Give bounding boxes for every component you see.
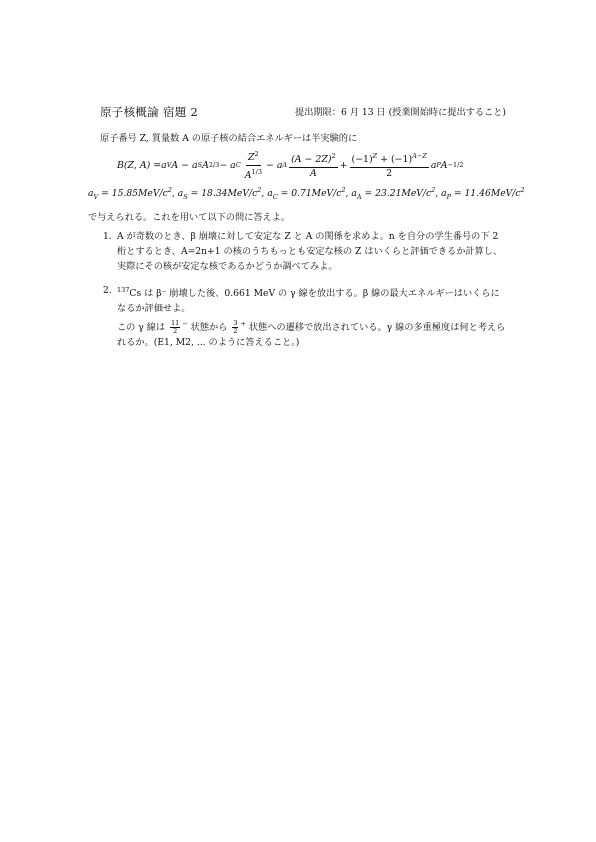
deadline-text: 提出期限：6 月 13 日 (授業開始時に提出すること) [295,107,506,118]
question-2-part-b [117,317,505,350]
formula-av: a [161,159,167,171]
page-title: 原子核概論 宿題 2 [100,105,199,119]
question-line: なるか評価せよ。 [117,303,191,315]
asymmetry-fraction: $\frac{(A - 2Z)^2}{A}$ [291,152,336,179]
question-line: A が奇数のとき、β 崩壊に対して安定な Z と A の関係を求めよ。n を自分の学生番号の下 2 [117,231,499,242]
question-2 [103,283,500,316]
formula-av-rest: A − a [171,159,198,171]
question-line: この γ 線は $\frac{11}{2}$ − 状態から $\frac{3}{2}$ + 状態への遷移で放出されている。γ 線の多重極度は何と考えら [117,319,506,336]
question-1 [103,229,502,274]
question-number: 1. [103,231,112,242]
coulomb-fraction: $\frac{Z^2}{A^{1/3}}$ [244,150,262,181]
question-line: 桁とするとき、A=2n+1 の核のうちもっとも安定な核の Z はいくらと評価できるか計算し、 [117,246,503,257]
parameter-values: $a_V = 15.85MeV/c^2$, $a_S = 18.34MeV/c^2$, $a_C = 0.71MeV/c^2$, $a_A = 23.21MeV/c^2$, $a_P = 11.46MeV/c^2$ [88,186,525,201]
formula-lhs: B(Z, A) = [117,159,162,171]
question-line: れるか。(E1, M2, ... のように答えること。) [117,337,300,349]
question-number: 2. [103,285,112,296]
pairing-fraction: $\frac{(-1)^Z + (-1)^{A-Z}}{2}$ [351,152,427,179]
spin-fraction-11-2: $\frac{11}{2}$ [171,319,180,336]
binding-energy-formula: B(Z, A) = a V A − a S A 2/3 − a C $\frac{Z^2}{A^{1/3}}$ − a A $\frac{(A - 2Z)^2}{A}$ + $\frac{(-1)^Z + (-1)^{A-Z}}{2}$ a P A −1/2 [117,150,464,181]
intro-text: 原子番号 Z, 質量数 A の原子核の結合エネルギーは半実験的に [100,133,358,144]
spin-fraction-3-2: $\frac{3}{2}$ [233,319,238,336]
question-line: $^{137}$Cs は β⁻ 崩壊した後、0.661 MeV の γ 線を放出する。β 線の最大エネルギーはいくらに [117,286,500,300]
instruction-text: で与えられる。これを用いて以下の問に答えよ。 [88,212,291,223]
header [100,104,506,120]
question-line: 実際にその核が安定な核であるかどうか調べてみよ。 [117,261,338,272]
